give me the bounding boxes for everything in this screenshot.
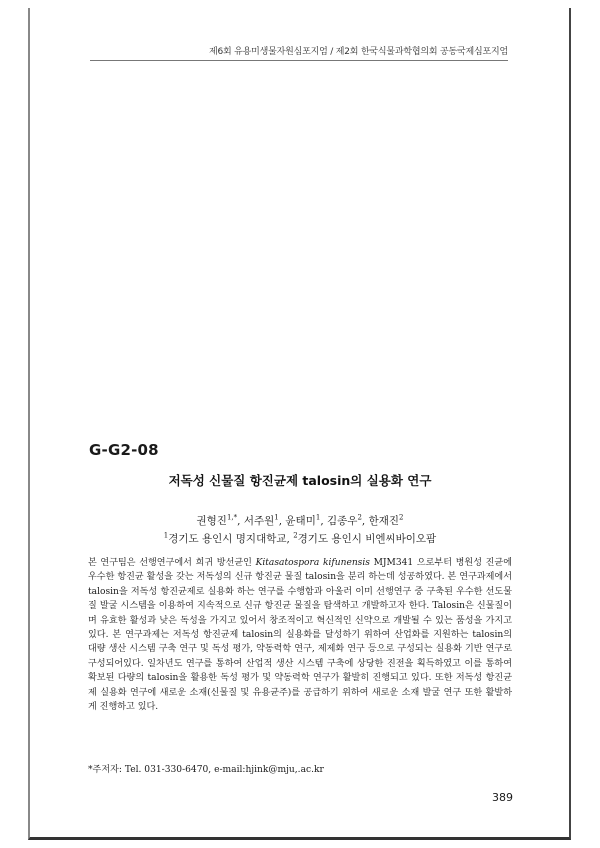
page-number: 389 — [492, 791, 513, 804]
species-name: Kitasatospora kifunensis — [255, 558, 370, 568]
author-sup: 1,* — [226, 513, 238, 522]
header-rule — [90, 60, 508, 61]
author-name: 윤태미 — [285, 515, 316, 527]
author-sup: 2 — [357, 513, 362, 522]
author-name: 한재진 — [368, 515, 400, 527]
author-sup: 2 — [399, 513, 404, 522]
paper-code: G-G2-08 — [89, 441, 159, 459]
abstract-text-1: 본 연구팀은 선행연구에서 희귀 방선균인 — [88, 558, 256, 568]
author-list: 권형진$^{1,*}$, 서주원$^1$, 윤태미$^1$, 김종우$^2$, 한재진$^2$ — [196, 513, 404, 527]
affiliation-text: 경기도 용인시 명지대학교, — [168, 533, 290, 545]
author-name: 서주원 — [243, 515, 275, 527]
paper-title: 저독성 신물질 항진균제 talosin의 실용화 연구 — [168, 473, 432, 488]
author-name: 김종우 — [327, 515, 358, 527]
author-name: 권형진 — [196, 515, 227, 527]
affiliation-text: 경기도 용인시 비엔씨바이오팜 — [297, 533, 437, 545]
abstract-text-2: MJM341 으로부터 병원성 진균에 우수한 항진균 활성을 갖는 저독성의 신규 항진균 물질 talosin을 분리 하는데 성공하였다. 본 연구과제에서 talosin을 저독성 항진균제로 실용화 하는 연구를 수행함과 아울러 이미 선행연구 중 구축된 우수한 선도물질 발굴 시스템을 이용하여 지속적으로 신규 항진균 물질을 탐색하고 개발하고자 한다. Talosin은 신물질이며 유효한 활성과 낮은 독성을 가지고 있어서 창조적이고 혁신적인 신약으로 개발될 수 있는 품성을 가지고 있다. 본 연구과제는 저독성 항진균제 talosin의 실용화를 달성하기 위하여 산업화를 지원하는 talosin의 대량 생산 시스템 구축 연구 및 독성 평가, 약동력학 연구, 제제화 연구 등으로 구성되는 실용화 기반 연구로 구성되어있다. 일차년도 연구를 통하여 산업적 생산 시스템 구축에 상당한 진전을 획득하였고 이를 통하여 확보된 다량의 talosin을 활용한 독성 평가 및 약동력학 연구가 활발히 진행되고 있다. 또한 저독성 항진균제 실용화 연구에 새로운 소재(신물질 및 유용균주)를 공급하기 위하여 새로운 소재 발굴 연구 또한 활발하게 진행하고 있다. — [88, 558, 512, 713]
abstract — [88, 556, 512, 714]
author-sup: 1 — [274, 513, 279, 522]
page-border — [28, 8, 571, 840]
affiliations — [88, 531, 512, 546]
running-header: 제6회 유용미생물자원심포지엄 / 제2회 한국식물과학협의회 공동국제심포지엄 — [209, 47, 508, 57]
author-sup: 1 — [315, 513, 321, 522]
affiliation-sup: 1 — [163, 531, 169, 540]
affiliation-sup: 2 — [293, 531, 298, 540]
corresponding-author-contact: *주저자: Tel. 031-330-6470, e-mail:hjink@mju,.ac.kr — [88, 765, 324, 775]
